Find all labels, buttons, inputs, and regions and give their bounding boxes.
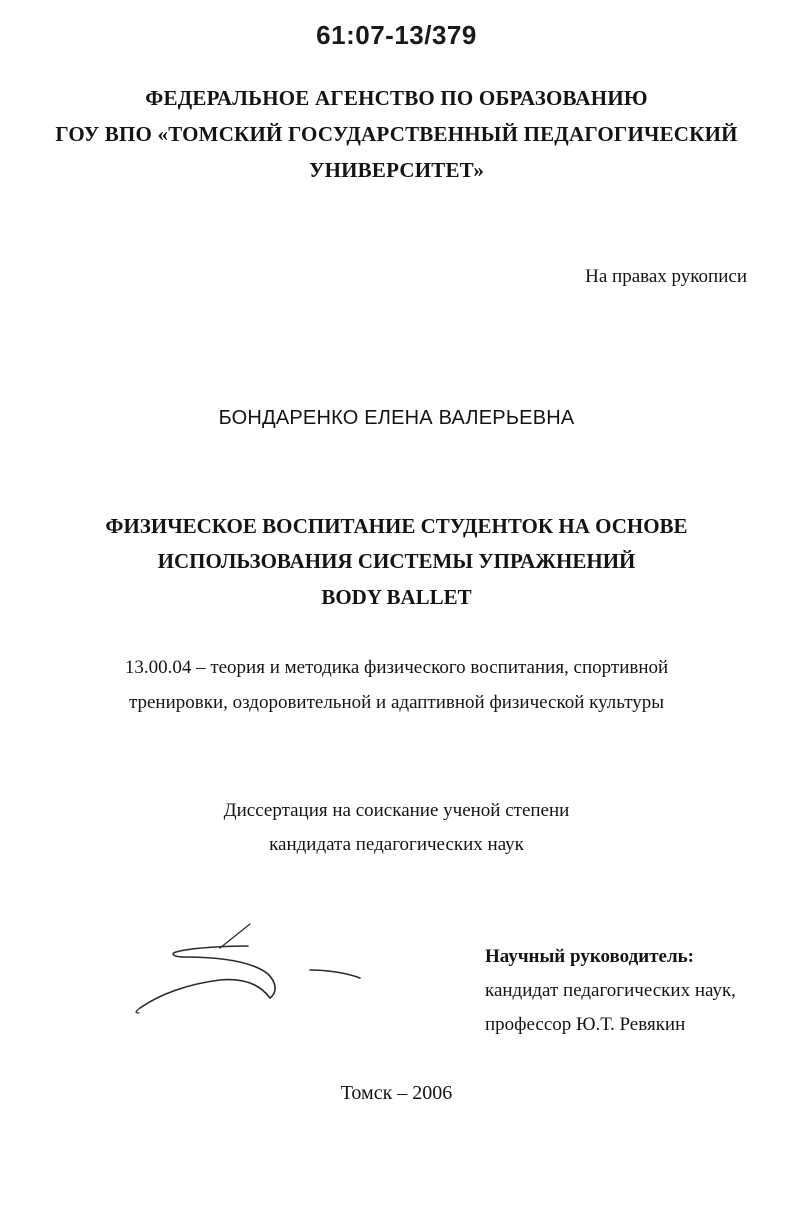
- author-name: БОНДАРЕНКО ЕЛЕНА ВАЛЕРЬЕВНА: [218, 407, 575, 429]
- place-and-year: Томск – 2006: [340, 1082, 453, 1104]
- supervisor-name: профессор Ю.Т. Ревякин: [485, 1014, 686, 1035]
- organization-line-3: УНИВЕРСИТЕТ»: [308, 158, 485, 182]
- organization-line-2: ГОУ ВПО «ТОМСКИЙ ГОСУДАРСТВЕННЫЙ ПЕДАГОГИЧЕСКИЙ: [55, 122, 738, 146]
- specialty-line-1: 13.00.04 – теория и методика физического воспитания, спортивной: [124, 657, 669, 678]
- organization-line-1: ФЕДЕРАЛЬНОЕ АГЕНСТВО ПО ОБРАЗОВАНИЮ: [145, 86, 648, 110]
- degree-line-2: кандидата педагогических наук: [269, 834, 524, 855]
- supervisor-title: Научный руководитель:: [485, 946, 694, 967]
- supervisor-degree: кандидат педагогических наук,: [485, 980, 736, 1001]
- degree-line-1: Диссертация на соискание ученой степени: [223, 800, 570, 821]
- dissertation-title-line-1: ФИЗИЧЕСКОЕ ВОСПИТАНИЕ СТУДЕНТОК НА ОСНОВЕ: [105, 514, 688, 538]
- specialty-line-2: тренировки, оздоровительной и адаптивной физической культуры: [128, 692, 665, 713]
- dissertation-title-line-3: BODY BALLET: [321, 585, 472, 609]
- handwritten-signature: [128, 912, 378, 1022]
- supervisor-block: [485, 940, 736, 1042]
- manuscript-note: На правах рукописи: [585, 266, 747, 287]
- dissertation-title-line-2: ИСПОЛЬЗОВАНИЯ СИСТЕМЫ УПРАЖНЕНИЙ: [157, 549, 636, 573]
- archive-code: 61:07-13/379: [316, 20, 477, 50]
